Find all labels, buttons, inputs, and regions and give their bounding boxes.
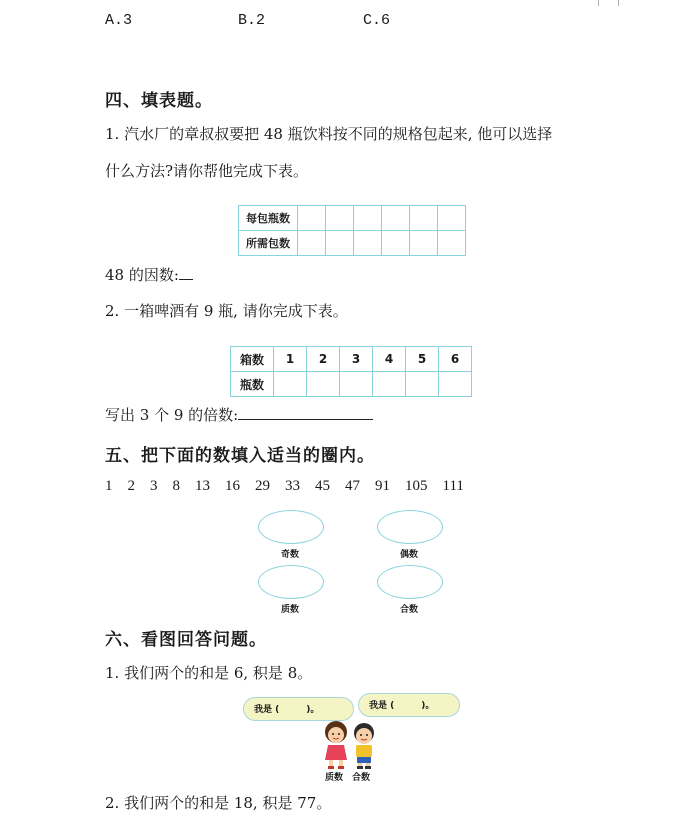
question-4-1-line2: 什么方法?请你帮他完成下表。 <box>105 162 309 180</box>
prime-label: 质数 <box>281 605 300 615</box>
factors-blank[interactable] <box>179 265 193 280</box>
question-4-1-line1: 1. 汽水厂的章叔叔要把 48 瓶饮料按不同的规格包起来, 他可以选择 <box>105 125 553 143</box>
table-cell[interactable] <box>410 206 438 231</box>
table-cell[interactable] <box>438 206 466 231</box>
number-item: 16 <box>225 478 240 494</box>
speech-bubble-right: 我是 ( )。 <box>358 693 460 717</box>
number-item: 45 <box>315 478 330 494</box>
number-item: 29 <box>255 478 270 494</box>
question-4-2: 2. 一箱啤酒有 9 瓶, 请你完成下表。 <box>105 302 348 320</box>
table-cell[interactable] <box>326 206 354 231</box>
speech-bubble-left: 我是 ( )。 <box>243 697 354 721</box>
table-cell[interactable] <box>406 372 439 397</box>
table-cell[interactable] <box>326 231 354 256</box>
table-header-cell: 4 <box>373 347 406 372</box>
composite-label: 合数 <box>400 605 419 615</box>
girl-figure <box>325 721 347 769</box>
table-header-cell: 6 <box>439 347 472 372</box>
table-row <box>231 347 472 372</box>
option-a: A.3 <box>105 12 133 29</box>
table-cell[interactable] <box>298 231 326 256</box>
children-illustration <box>316 718 386 770</box>
number-item: 1 <box>105 478 113 494</box>
table-header-cell: 3 <box>340 347 373 372</box>
section-4-title: 四、填表题。 <box>105 91 213 111</box>
boy-figure <box>354 723 374 769</box>
table-cell[interactable] <box>307 372 340 397</box>
table-cell[interactable] <box>382 231 410 256</box>
number-item: 91 <box>375 478 390 494</box>
table-cell[interactable] <box>340 372 373 397</box>
multiples-blank[interactable] <box>238 405 373 420</box>
beer-table <box>230 346 472 397</box>
table-header-cell: 每包瓶数 <box>239 206 298 231</box>
table-cell[interactable] <box>410 231 438 256</box>
kid-label-composite: 合数 <box>352 773 371 783</box>
odd-label: 奇数 <box>281 550 300 560</box>
table-header-cell: 1 <box>274 347 307 372</box>
prime-circle[interactable] <box>258 565 324 599</box>
number-list <box>105 478 464 495</box>
number-item: 3 <box>150 478 158 494</box>
number-item: 2 <box>127 478 135 494</box>
kid-label-prime: 质数 <box>325 773 344 783</box>
number-item: 8 <box>172 478 180 494</box>
table-header-cell: 瓶数 <box>231 372 274 397</box>
composite-circle[interactable] <box>377 565 443 599</box>
factors-label: 48 的因数: <box>105 266 179 284</box>
number-item: 111 <box>442 478 464 494</box>
table-row <box>231 372 472 397</box>
table-cell[interactable] <box>439 372 472 397</box>
table-header-cell: 2 <box>307 347 340 372</box>
table-cell[interactable] <box>354 206 382 231</box>
question-6-2: 2. 我们两个的和是 18, 积是 77。 <box>105 794 332 812</box>
table-row <box>239 231 466 256</box>
table-row <box>239 206 466 231</box>
number-item: 47 <box>345 478 360 494</box>
table-header-cell: 箱数 <box>231 347 274 372</box>
multiples-label: 写出 3 个 9 的倍数: <box>105 406 239 424</box>
number-item: 105 <box>405 478 428 494</box>
option-b: B.2 <box>238 12 266 29</box>
table-cell[interactable] <box>373 372 406 397</box>
table-header-cell: 5 <box>406 347 439 372</box>
section-5-title: 五、把下面的数填入适当的圈内。 <box>105 446 375 466</box>
table-cell[interactable] <box>354 231 382 256</box>
number-item: 33 <box>285 478 300 494</box>
page-corner-mark <box>598 0 599 6</box>
packaging-table <box>238 205 466 256</box>
section-6-title: 六、看图回答问题。 <box>105 630 267 650</box>
factors-line <box>105 264 193 285</box>
number-item: 13 <box>195 478 210 494</box>
table-cell[interactable] <box>274 372 307 397</box>
table-cell[interactable] <box>298 206 326 231</box>
table-cell[interactable] <box>438 231 466 256</box>
even-label: 偶数 <box>400 550 419 560</box>
even-circle[interactable] <box>377 510 443 544</box>
table-header-cell: 所需包数 <box>239 231 298 256</box>
question-6-1: 1. 我们两个的和是 6, 积是 8。 <box>105 664 313 682</box>
table-cell[interactable] <box>382 206 410 231</box>
multiples-line <box>105 404 373 425</box>
page-corner-mark <box>618 0 619 6</box>
odd-circle[interactable] <box>258 510 324 544</box>
option-c: C.6 <box>363 12 391 29</box>
